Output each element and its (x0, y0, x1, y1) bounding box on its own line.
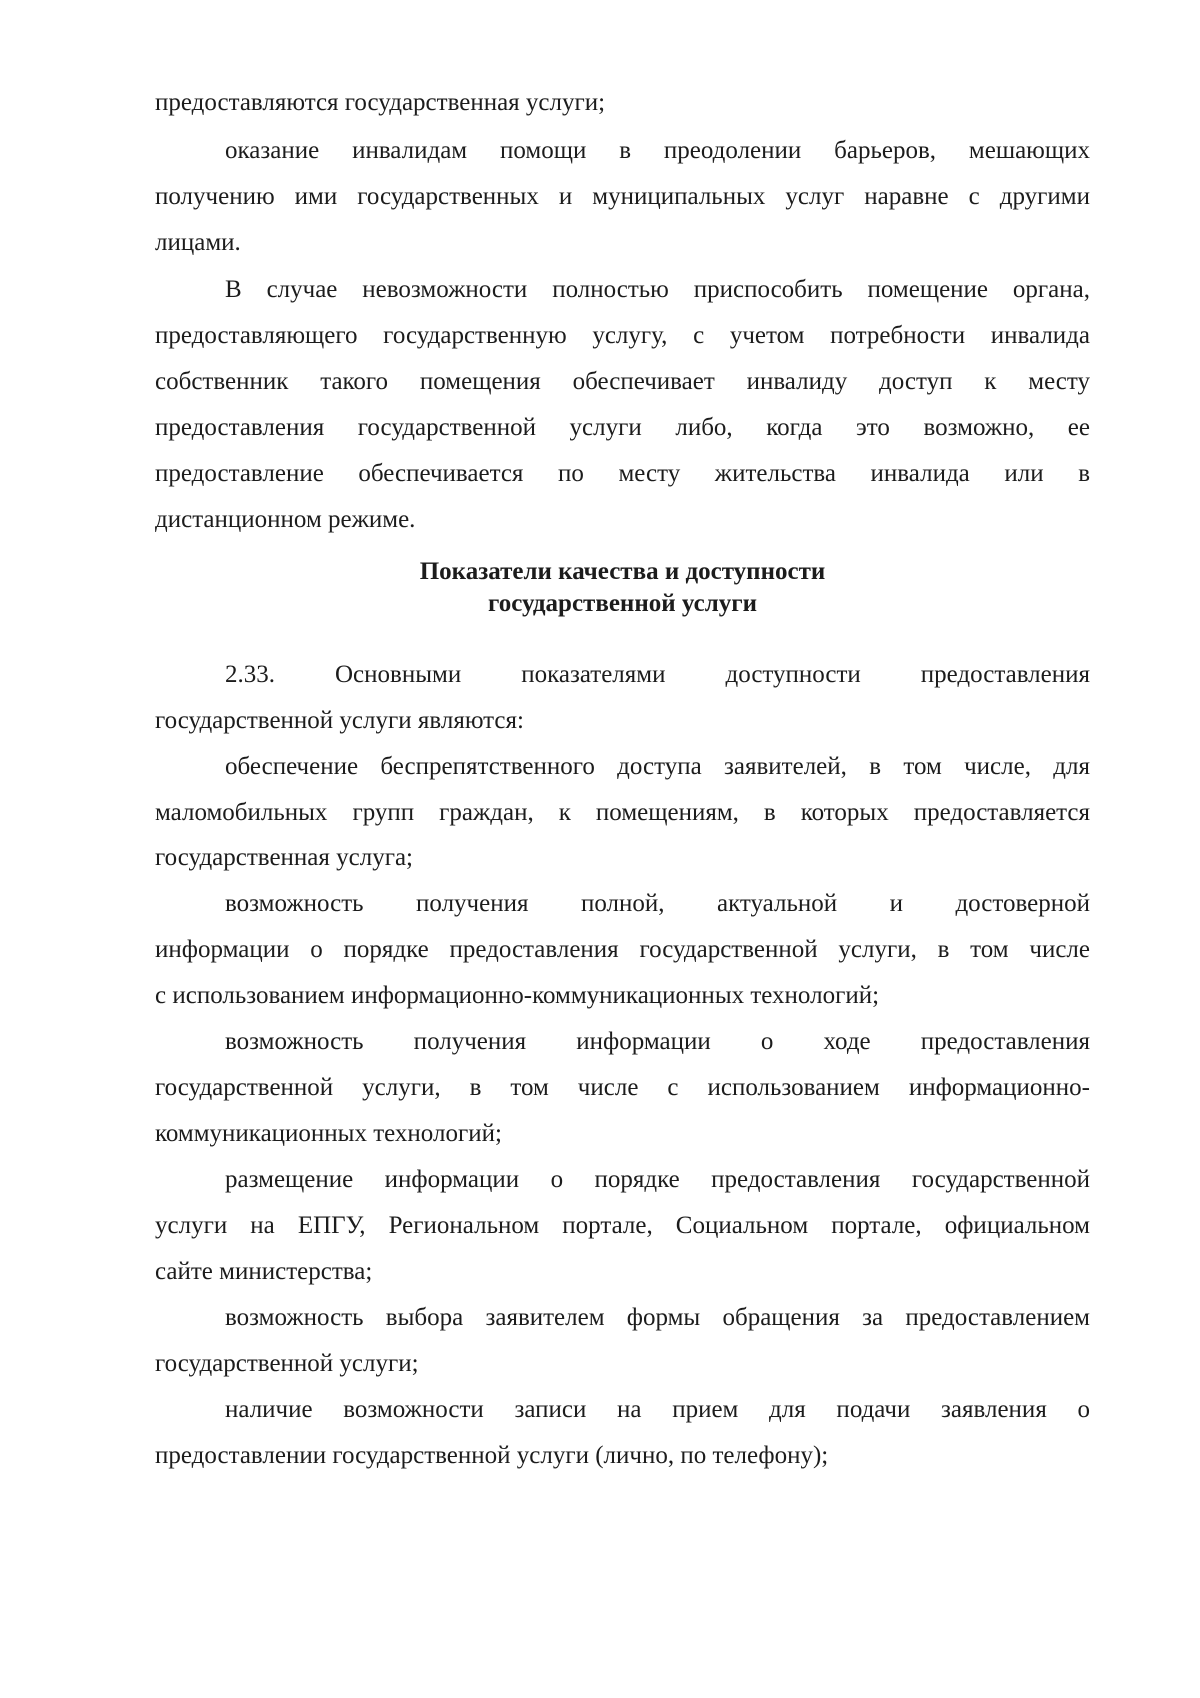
item-5-line-2: государственной услуги; (155, 1350, 419, 1377)
paragraph-2-line-1: оказание инвалидам помощи в преодолении барьеров, мешающих (225, 137, 1090, 164)
clause-2-33-line-1: 2.33. Основными показателями доступности предоставления (225, 661, 1090, 688)
section-heading-line-2: государственной услуги (487, 590, 758, 617)
item-5-line-1: возможность выбора заявителем формы обращения за предоставлением (225, 1304, 1090, 1331)
clause-2-33-line-2: государственной услуги являются: (155, 707, 524, 734)
item-1-line-3: государственная услуга; (155, 844, 414, 871)
item-3-line-3: коммуникационных технологий; (155, 1120, 502, 1147)
item-6-line-2: предоставлении государственной услуги (лично, по телефону); (155, 1442, 829, 1469)
item-4-line-2: услуги на ЕПГУ, Региональном портале, Социальном портале, официальном (155, 1212, 1090, 1239)
section-heading-line-1: Показатели качества и доступности (419, 558, 826, 585)
paragraph-2-line-2: получению ими государственных и муниципальных услуг наравне с другими (155, 183, 1090, 210)
item-3-line-2: государственной услуги, в том числе с использованием информационно- (155, 1074, 1090, 1101)
paragraph-3-line-1: В случае невозможности полностью приспособить помещение органа, (225, 276, 1090, 303)
item-2-line-2: информации о порядке предоставления государственной услуги, в том числе (155, 936, 1090, 963)
item-3-line-1: возможность получения информации о ходе предоставления (225, 1028, 1090, 1055)
paragraph-3-line-2: предоставляющего государственную услугу, с учетом потребности инвалида (155, 322, 1090, 349)
paragraph-3-line-5: предоставление обеспечивается по месту жительства инвалида или в (155, 460, 1090, 487)
item-4-line-1: размещение информации о порядке предоставления государственной (225, 1166, 1090, 1193)
paragraph-3-line-4: предоставления государственной услуги либо, когда это возможно, ее (155, 414, 1090, 441)
paragraph-3-line-3: собственник такого помещения обеспечивает инвалиду доступ к месту (155, 368, 1090, 395)
item-1-line-1: обеспечение беспрепятственного доступа заявителей, в том числе, для (225, 753, 1090, 780)
item-4-line-3: сайте министерства; (155, 1258, 373, 1285)
item-2-line-3: с использованием информационно-коммуникационных технологий; (155, 982, 880, 1009)
paragraph-2-line-3: лицами. (155, 229, 241, 256)
paragraph-3-line-6: дистанционном режиме. (155, 506, 416, 533)
item-1-line-2: маломобильных групп граждан, к помещениям, в которых предоставляется (155, 799, 1090, 826)
paragraph-1-line-1: предоставляются государственная услуги; (155, 89, 606, 116)
item-2-line-1: возможность получения полной, актуальной и достоверной (225, 890, 1090, 917)
item-6-line-1: наличие возможности записи на прием для подачи заявления о (225, 1396, 1090, 1423)
